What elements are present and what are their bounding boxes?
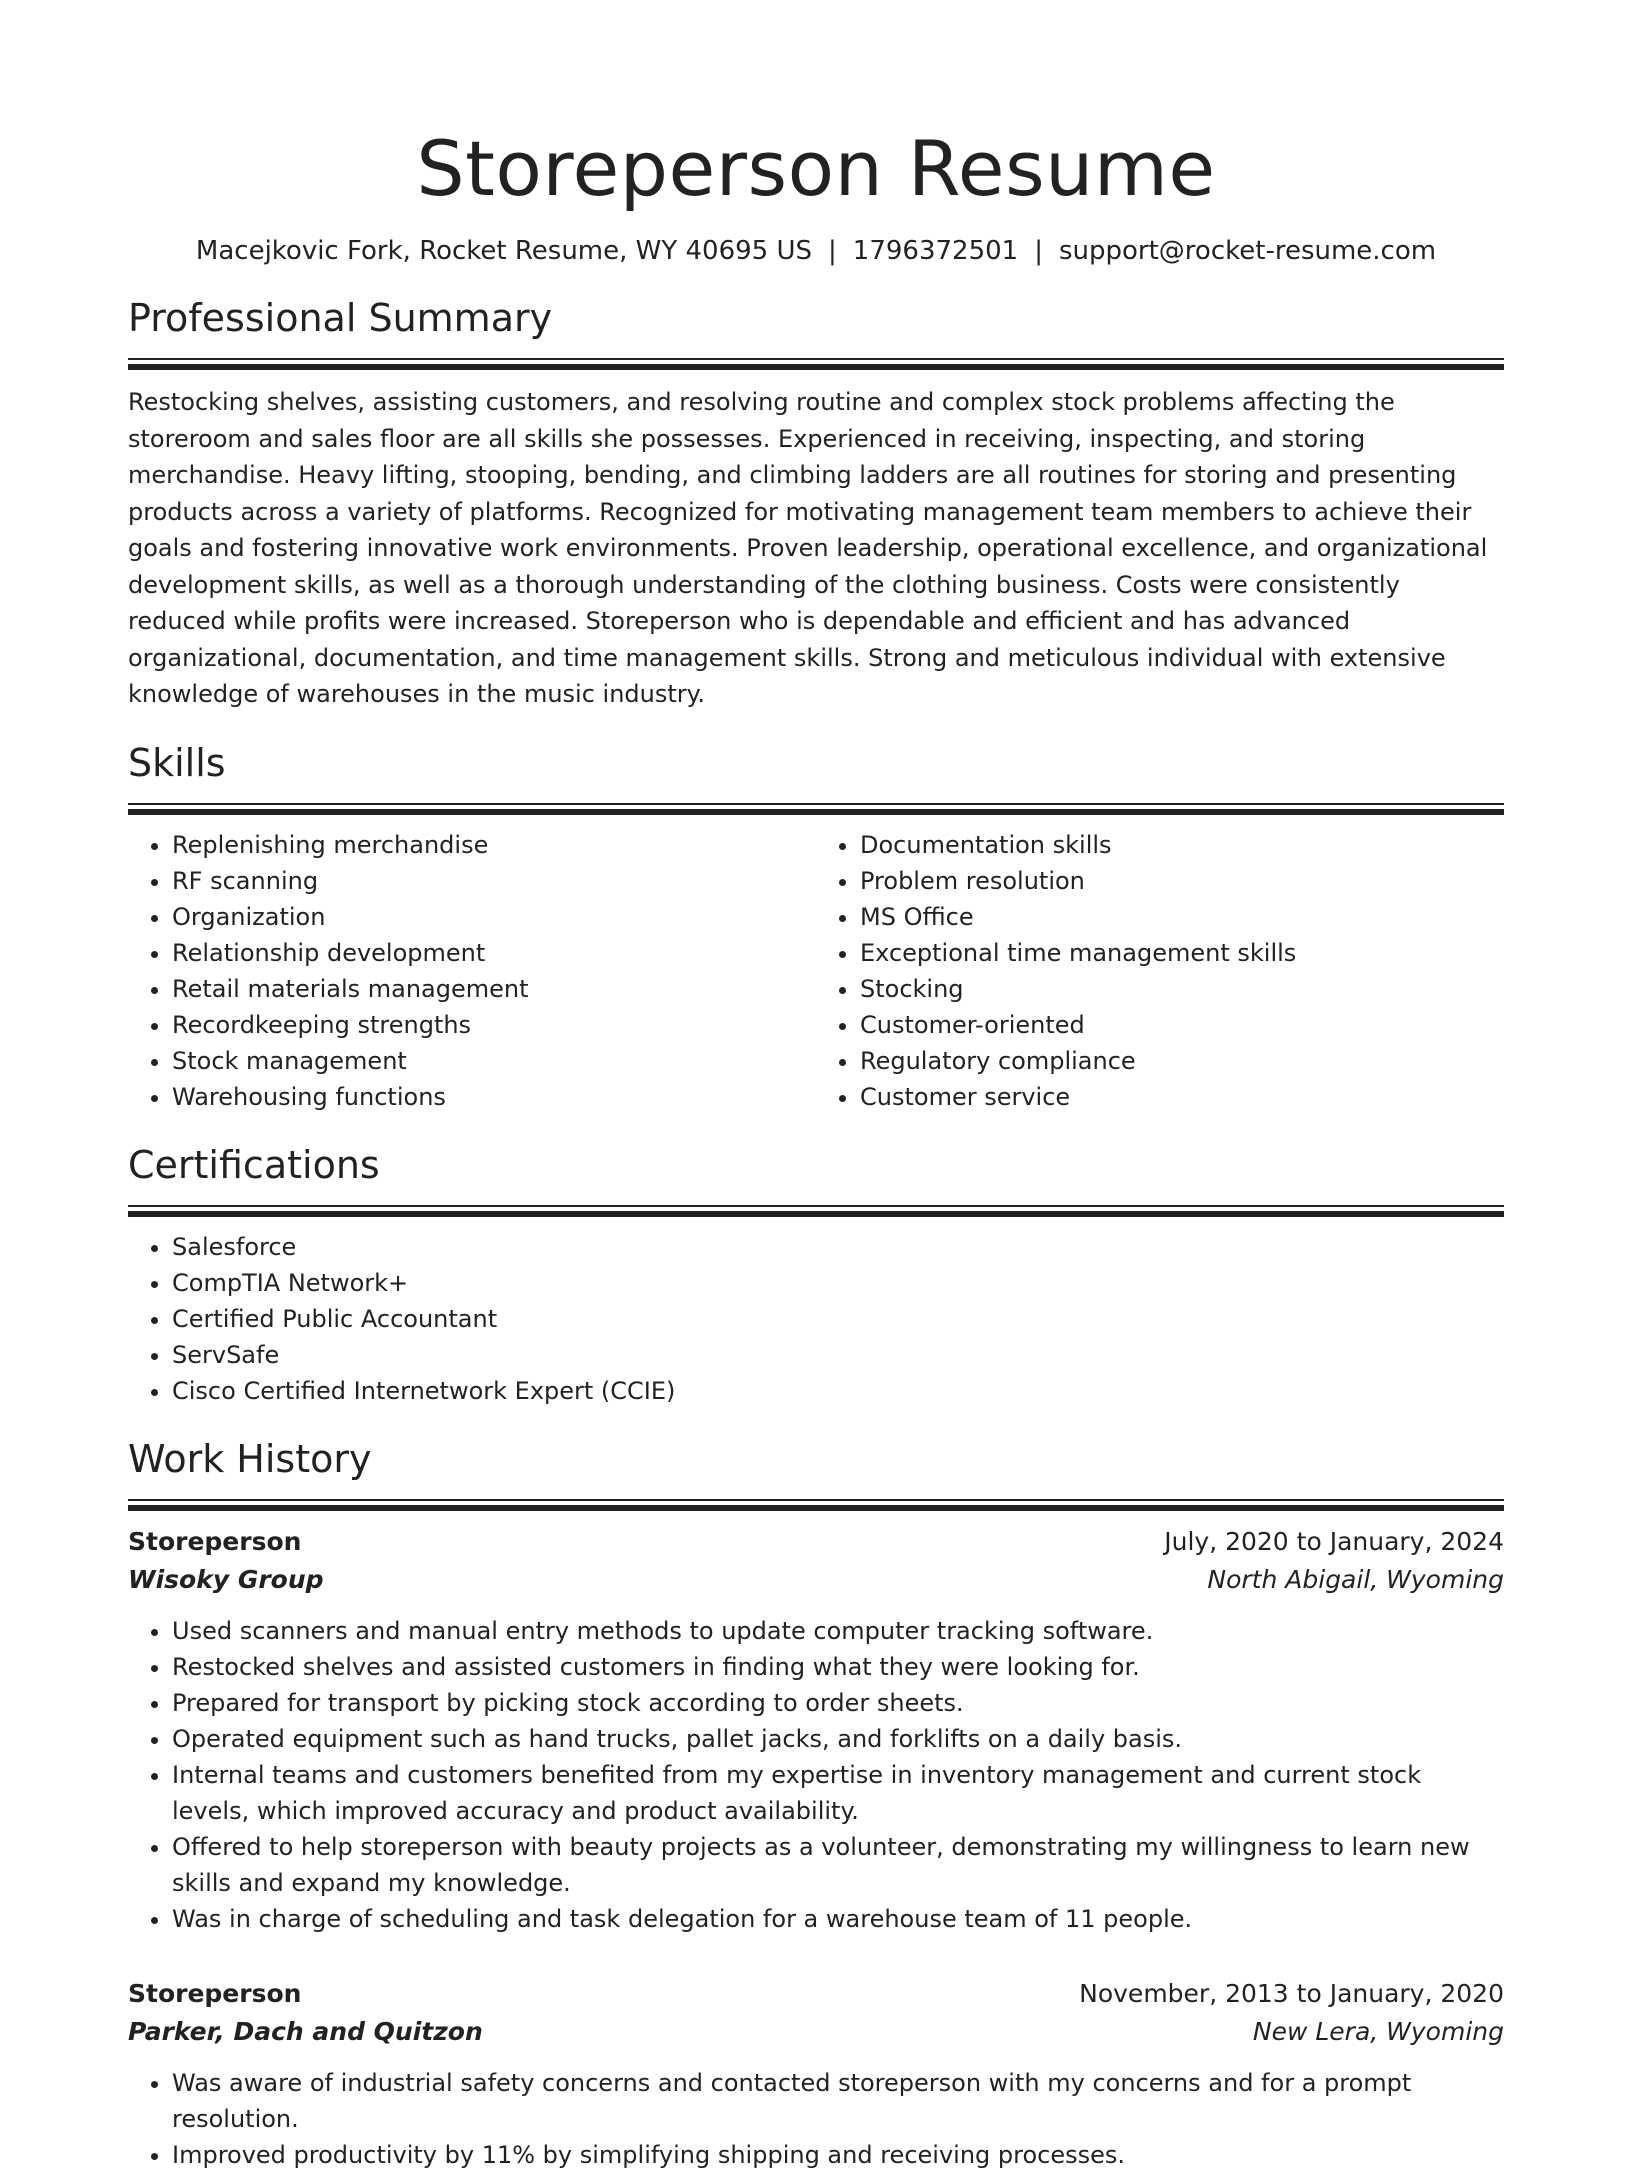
job-entry [128,1975,1504,2173]
job-header-row [128,1975,1504,2013]
certifications-list [128,1229,1504,1409]
job-duty-item: • Used scanners and manual entry methods to update computer tracking software. [172,1613,1504,1649]
job-employer-row [128,2013,1504,2051]
contact-line [128,234,1504,268]
certifications-section [128,1141,1504,1409]
job-dates: November, 2013 to January, 2020 [1079,1978,1504,2008]
skill-item: • Warehousing functions [172,1079,816,1115]
skill-item: • Customer-oriented [860,1007,1504,1043]
job-duty-item: • Internal teams and customers benefited from my expertise in inventory management and current stock levels, which improved accuracy and product availability. [172,1757,1504,1829]
job-duty-item: • Was in charge of scheduling and task delegation for a warehouse team of 11 people. [172,1901,1504,1937]
job-duties-list [128,1613,1504,1937]
section-divider [128,803,1504,815]
job-duties [128,1613,1504,1937]
skill-item: • Documentation skills [860,827,1504,863]
job-employer-row [128,1561,1504,1599]
certification-item: • ServSafe [172,1337,1504,1373]
section-divider [128,1205,1504,1217]
skill-item: • Customer service [860,1079,1504,1115]
job-header-row [128,1523,1504,1561]
skill-item: • Exceptional time management skills [860,935,1504,971]
contact-phone: 1796372501 [852,236,1019,266]
certifications-list-wrap [128,1229,1504,1409]
job-title: Storeperson [128,1526,302,1556]
skill-item: • Recordkeeping strengths [172,1007,816,1043]
contact-separator: | [1034,236,1043,266]
job-company: Wisoky Group [128,1564,324,1594]
job-duty-item: • Prepared for transport by picking stock according to order sheets. [172,1685,1504,1721]
job-duty-item: • Operated equipment such as hand trucks, pallet jacks, and forklifts on a daily basis. [172,1721,1504,1757]
skill-item: • Organization [172,899,816,935]
skill-item: • Problem resolution [860,863,1504,899]
work-history-heading: Work History [128,1436,372,1481]
contact-email: support@rocket-resume.com [1058,236,1437,266]
contact-address: Macejkovic Fork, Rocket Resume, WY 40695 US [195,236,813,266]
certification-item: • CompTIA Network+ [172,1265,1504,1301]
resume-title: Storeperson Resume [416,124,1216,213]
contact-separator: | [828,236,837,266]
skill-item: • Relationship development [172,935,816,971]
summary-section [128,294,1504,713]
skill-item: • Stock management [172,1043,816,1079]
skills-column-right [816,827,1504,1115]
skill-item: • RF scanning [172,863,816,899]
skills-section [128,739,1504,1115]
summary-heading: Professional Summary [128,296,553,340]
skill-item: • Retail materials management [172,971,816,1007]
job-duties [128,2065,1504,2173]
job-duty-item: • Offered to help storeperson with beauty projects as a volunteer, demonstrating my willingness to learn new skills and expand my knowledge. [172,1829,1504,1901]
job-company: Parker, Dach and Quitzon [128,2016,483,2046]
skills-heading: Skills [128,740,226,785]
job-duty-item: • Restocked shelves and assisted customers in finding what they were looking for. [172,1649,1504,1685]
skill-item: • MS Office [860,899,1504,935]
job-location: New Lera, Wyoming [1252,2016,1504,2046]
summary-text: Restocking shelves, assisting customers, and resolving routine and complex stock problems affecting the storeroom and sales floor are all skills she possesses. Experienced in receiving, inspecting, and storing merchandise. Heavy lifting, stooping, bending, and climbing ladders are all routines for storing and presenting products across a variety of platforms. Recognized for motivating management team members to achieve their goals and fostering innovative work environments. Proven leadership, operational excellence, and organizational development skills, as well as a thorough understanding of the clothing business. Costs were consistently reduced while profits were increased. Storeperson who is dependable and efficient and has advanced organizational, documentation, and time management skills. Strong and meticulous individual with extensive knowledge of warehouses in the music industry. [128,388,1488,708]
job-duty-item: • Was aware of industrial safety concerns and contacted storeperson with my concerns and for a prompt resolution. [172,2065,1504,2137]
job-duties-list [128,2065,1504,2173]
job-duty-item: • Improved productivity by 11% by simplifying shipping and receiving processes. [172,2137,1504,2173]
certification-item: • Cisco Certified Internetwork Expert (CCIE) [172,1373,1504,1409]
certifications-heading: Certifications [128,1142,380,1187]
job-title: Storeperson [128,1978,302,2008]
skill-item: • Regulatory compliance [860,1043,1504,1079]
certification-item: • Salesforce [172,1229,1504,1265]
skill-item: • Stocking [860,971,1504,1007]
job-entry [128,1523,1504,1937]
skill-item: • Replenishing merchandise [172,827,816,863]
skills-list-right [816,827,1504,1115]
work-history-section [128,1435,1504,2173]
section-divider [128,358,1504,370]
skills-grid [128,827,1504,1115]
certification-item: • Certified Public Accountant [172,1301,1504,1337]
skills-list-left [128,827,816,1115]
job-location: North Abigail, Wyoming [1207,1564,1504,1594]
skills-column-left [128,827,816,1115]
section-divider [128,1499,1504,1511]
job-dates: July, 2020 to January, 2024 [1164,1526,1504,1556]
